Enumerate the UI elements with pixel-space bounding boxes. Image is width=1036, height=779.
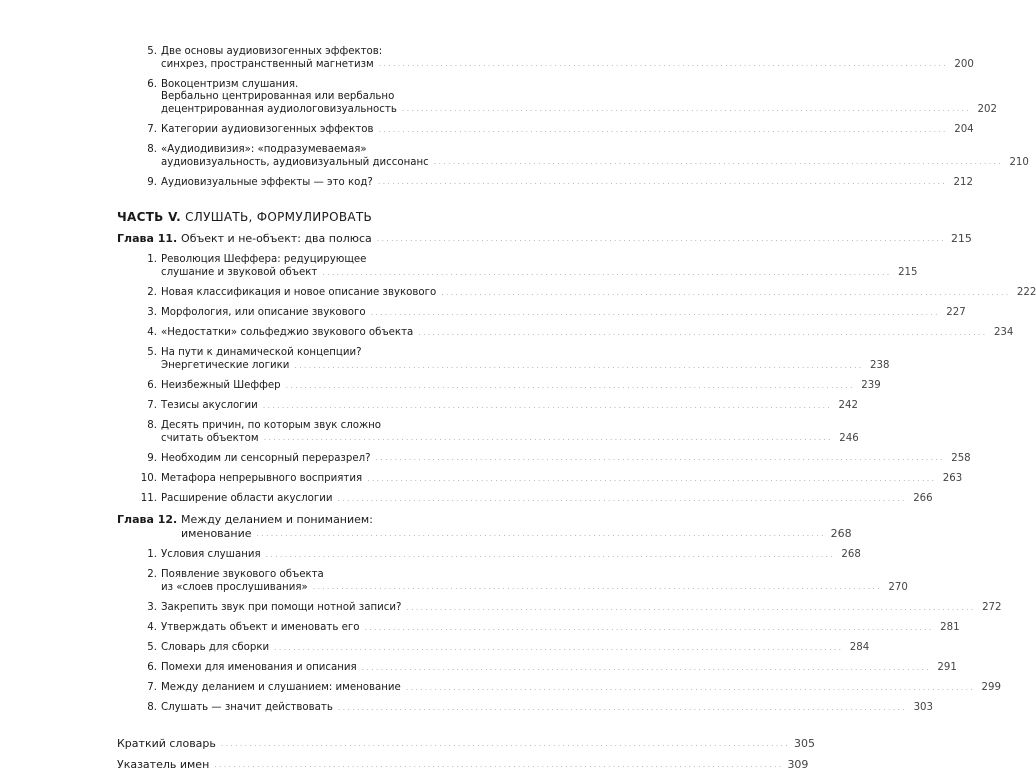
toc-entry (117, 662, 957, 675)
entry-body (161, 642, 869, 655)
toc-leader-row (161, 177, 973, 190)
page-number: 242 (838, 400, 858, 412)
page-number: 268 (841, 549, 861, 561)
entry-body (161, 493, 933, 506)
page-number: 215 (950, 232, 972, 246)
page-number: 270 (888, 581, 908, 593)
entry-number: 11. (140, 493, 157, 505)
entry-number: 8. (147, 702, 157, 714)
chapter-title-line: Между деланием и пониманием: (181, 513, 373, 527)
entry-number: 8. (147, 420, 157, 432)
chapter-12-entries (117, 549, 1002, 715)
dot-leader: ........................................................................................................................ (377, 177, 947, 187)
entry-number: 6. (147, 380, 157, 391)
toc-entry (117, 254, 918, 279)
entry-title-line: На пути к динамической концепции? (161, 347, 362, 359)
toc-leader-row (161, 157, 1029, 170)
chapter-title (181, 513, 852, 541)
entry-title-line: Новая классификация и новое описание звукового (161, 287, 437, 299)
entry-title-line: Слушать — значит действовать (161, 702, 333, 714)
entry-number: 6. (147, 78, 157, 90)
page-number: 215 (898, 266, 918, 278)
page-number: 291 (937, 662, 957, 674)
entry-title-line: Появление звукового объекта (161, 569, 324, 581)
entry-title-line: Объект и не-объект: два полюса (181, 232, 372, 246)
toc-entry (117, 176, 973, 190)
page-number: 272 (982, 601, 1002, 613)
entry-title-line: Десять причин, по которым звук сложно (161, 420, 382, 432)
toc-section-chapter10-tail (117, 46, 1029, 189)
part-label: ЧАСТЬ V. (117, 210, 181, 225)
entry-title-line: Категории аудиовизогенных эффектов (161, 123, 374, 135)
page-number: 268 (830, 527, 852, 541)
entry-number: 10. (140, 472, 157, 484)
entry-title-line: Необходим ли сенсорный переразрел? (161, 452, 371, 464)
toc-leader-row (161, 549, 861, 562)
toc-entry (117, 642, 870, 655)
entry-body (161, 662, 957, 675)
entry-title-line: аудиовизуальность, аудиовизуальный диссонанс (161, 156, 429, 168)
dot-leader: ........................................................................................................................ (263, 433, 833, 443)
page-number: 200 (954, 58, 974, 70)
dot-leader: ........................................................................................................................ (405, 682, 975, 692)
toc-entry (117, 380, 881, 393)
toc-leader-row (161, 380, 881, 393)
toc-entry (117, 493, 933, 506)
dot-leader: ........................................................................................................................ (262, 400, 832, 410)
toc-leader-row (161, 400, 858, 413)
entry-title-line: Тезисы акуслогии (161, 400, 258, 412)
entry-title-line: Две основы аудиовизогенных эффектов: (161, 46, 383, 57)
toc-leader-row (117, 737, 816, 751)
toc-entry (117, 46, 974, 71)
page-number: 284 (849, 642, 870, 654)
entry-body (161, 46, 974, 71)
entry-number: 7. (147, 123, 157, 135)
entry-body (161, 569, 908, 594)
page-number: 303 (913, 702, 934, 714)
part-heading (117, 210, 478, 225)
toc-leader-row (161, 287, 1036, 300)
entry-body (161, 254, 918, 279)
toc-leader-row (161, 124, 974, 137)
entry-number: 5. (147, 46, 157, 57)
entry-body (161, 307, 966, 320)
toc-leader-row (161, 662, 957, 675)
page-number: 239 (861, 380, 881, 391)
dot-leader: ........................................................................................................................ (367, 473, 937, 483)
toc-leader-row (161, 702, 933, 715)
entry-body (161, 702, 933, 715)
entry-title-line: из «слоев прослушивания» (161, 581, 308, 593)
entry-number: 2. (147, 569, 157, 581)
page-number: 309 (787, 758, 809, 771)
entry-title-line: Вокоцентризм слушания. (161, 78, 299, 90)
dot-leader: ........................................................................................................................ (375, 453, 945, 463)
entry-body (161, 622, 960, 635)
toc-entry (117, 144, 1029, 169)
entry-title-line: слушание и звуковой объект (161, 266, 318, 278)
entry-title-line: Аудиовизуальные эффекты — это код? (161, 176, 373, 188)
toc-leader-row (161, 622, 960, 635)
toc-entry (117, 702, 934, 715)
entry-body (161, 327, 1013, 340)
dot-leader: ........................................................................................................................ (378, 124, 948, 134)
toc-entry (117, 569, 908, 594)
entry-body (161, 682, 1001, 695)
entry-body (161, 420, 859, 445)
dot-leader: ........................................................................................................................ (274, 642, 844, 652)
entry-number: 4. (147, 622, 157, 634)
entry-title-line: Условия слушания (161, 549, 261, 561)
toc-leader-row (161, 327, 1013, 340)
toc-entry (117, 78, 997, 117)
page-number: 222 (1016, 287, 1036, 299)
dot-leader: ........................................................................................................................ (322, 267, 892, 277)
entry-title-line: Словарь для сборки (161, 642, 270, 654)
dot-leader: ........................................................................................................................ (214, 760, 784, 769)
toc-entry (117, 682, 1001, 695)
chapter-11-entries (117, 254, 1036, 505)
page-number: 234 (993, 327, 1014, 339)
dot-leader: ........................................................................................................................ (337, 703, 908, 712)
toc-entry (117, 420, 859, 445)
entry-number: 3. (147, 307, 157, 319)
page-number: 258 (951, 452, 971, 464)
entry-number: 5. (147, 642, 157, 654)
page-number: 263 (942, 472, 963, 484)
dot-leader: ........................................................................................................................ (256, 529, 826, 539)
dot-leader: ........................................................................................................................ (433, 157, 1003, 167)
entry-number: 4. (147, 327, 157, 339)
entry-number: 7. (147, 400, 157, 412)
dot-leader: ........................................................................................................................ (401, 104, 971, 114)
entry-body (161, 177, 973, 190)
entry-number: 3. (147, 601, 157, 613)
toc-entry (117, 327, 1014, 340)
back-matter-entry (117, 758, 809, 772)
dot-leader: ........................................................................................................................ (220, 739, 791, 748)
entry-number: 2. (147, 287, 157, 299)
chapter-label: Глава 12. (117, 513, 182, 527)
part-title: СЛУШАТЬ, ФОРМУЛИРОВАТЬ (185, 210, 373, 225)
entry-number: 1. (147, 549, 157, 561)
entry-body (161, 79, 997, 117)
table-of-contents (117, 46, 1036, 779)
entry-title-line: Энергетические логики (161, 359, 290, 371)
toc-leader-row (161, 59, 974, 72)
entry-number: 7. (147, 682, 157, 694)
toc-entry (117, 347, 890, 372)
toc-entry (117, 452, 971, 466)
entry-title-line: Между деланием и слушанием: именование (161, 682, 401, 694)
page-number: 281 (940, 622, 960, 634)
page-number: 210 (1009, 156, 1029, 168)
entry-title-line: Краткий словарь (117, 737, 216, 750)
entry-title-line: «Недостатки» сольфеджио звукового объекта (161, 327, 414, 339)
toc-entry (117, 123, 974, 137)
toc-leader-row (161, 267, 918, 280)
toc-leader-row (161, 360, 890, 373)
entry-body (161, 144, 1029, 169)
entry-title-line: «Аудиодивизия»: «подразумеваемая» (161, 144, 367, 156)
entry-title-line: Утверждать объект и именовать его (161, 622, 360, 634)
entry-body (161, 549, 861, 562)
dot-leader: ........................................................................................................................ (337, 493, 907, 503)
toc-entry (117, 287, 1036, 300)
toc-entry (117, 472, 963, 486)
entry-body (161, 124, 974, 137)
entry-number: 6. (147, 662, 157, 674)
entry-number: 9. (147, 176, 157, 188)
dot-leader: ........................................................................................................................ (364, 622, 934, 632)
entry-body (161, 380, 881, 393)
page-number: 299 (981, 682, 1001, 694)
toc-leader-row (161, 453, 971, 466)
toc-entry (117, 307, 966, 320)
entry-body (161, 347, 890, 372)
dot-leader: ........................................................................................................................ (376, 234, 946, 244)
chapter-title (181, 232, 972, 246)
dot-leader: ........................................................................................................................ (406, 602, 976, 612)
toc-entry (117, 400, 858, 413)
entry-title-line: Морфология, или описание звукового (161, 307, 366, 319)
entry-title-line: Помехи для именования и описания (161, 662, 357, 674)
toc-leader-row (161, 602, 1002, 615)
entry-title-line: Неизбежный Шеффер (161, 380, 281, 391)
toc-leader-row (161, 104, 997, 117)
page-number: 202 (977, 103, 997, 115)
entry-title-line: считать объектом (161, 432, 259, 444)
toc-leader-row (181, 527, 852, 541)
toc-entry (117, 601, 1002, 615)
entry-number: 9. (147, 452, 157, 464)
dot-leader: ........................................................................................................................ (294, 360, 864, 370)
dot-leader: ........................................................................................................................ (285, 380, 855, 390)
page-number: 212 (953, 176, 973, 188)
entry-title-line: Расширение области акуслогии (161, 493, 333, 505)
entry-title-line: Метафора непрерывного восприятия (161, 472, 363, 484)
page-number: 227 (946, 307, 966, 319)
entry-number: 8. (147, 144, 157, 156)
toc-leader-row (161, 682, 1001, 695)
page-number: 305 (794, 737, 816, 750)
entry-title-line: Революция Шеффера: редуцирующее (161, 254, 367, 266)
chapter-11-heading (117, 232, 972, 246)
entry-title-line: Вербально центрированная или вербально (161, 91, 395, 103)
back-matter (117, 737, 816, 772)
entry-body (161, 602, 1002, 615)
page-number: 204 (954, 123, 974, 135)
page-number: 238 (870, 359, 890, 371)
dot-leader: ........................................................................................................................ (312, 582, 882, 592)
toc-leader-row (161, 493, 933, 506)
dot-leader: ........................................................................................................................ (361, 662, 931, 672)
entry-body (161, 473, 962, 486)
toc-leader-row (161, 307, 966, 320)
entry-title-line: синхрез, пространственный магнетизм (161, 58, 374, 70)
dot-leader: ........................................................................................................................ (378, 59, 948, 69)
page-number: 246 (839, 432, 859, 444)
toc-leader-row (117, 758, 809, 772)
toc-leader-row (161, 642, 869, 655)
dot-leader: ........................................................................................................................ (418, 327, 988, 337)
back-matter-entry (117, 737, 816, 751)
dot-leader: ........................................................................................................................ (370, 307, 940, 317)
entry-title-line: именование (181, 527, 252, 541)
chapter-12-heading (117, 513, 852, 541)
entry-number: 1. (147, 254, 157, 266)
toc-leader-row (181, 232, 972, 246)
chapter-label: Глава 11. (117, 232, 182, 246)
toc-entry (117, 622, 960, 635)
dot-leader: ........................................................................................................................ (265, 549, 835, 559)
toc-leader-row (161, 433, 859, 446)
entry-title-line: децентрированная аудиологовизуальность (161, 103, 397, 115)
toc-leader-row (161, 473, 962, 486)
entry-title-line: Закрепить звук при помощи нотной записи? (161, 601, 402, 613)
toc-entry (117, 549, 861, 562)
dot-leader: ........................................................................................................................ (441, 287, 1011, 297)
page-number: 266 (913, 493, 933, 505)
entry-number: 5. (147, 347, 157, 359)
entry-body (161, 287, 1036, 300)
entry-title-line: Указатель имен (117, 758, 210, 771)
toc-leader-row (161, 582, 908, 595)
entry-body (161, 400, 858, 413)
entry-body (161, 453, 971, 466)
